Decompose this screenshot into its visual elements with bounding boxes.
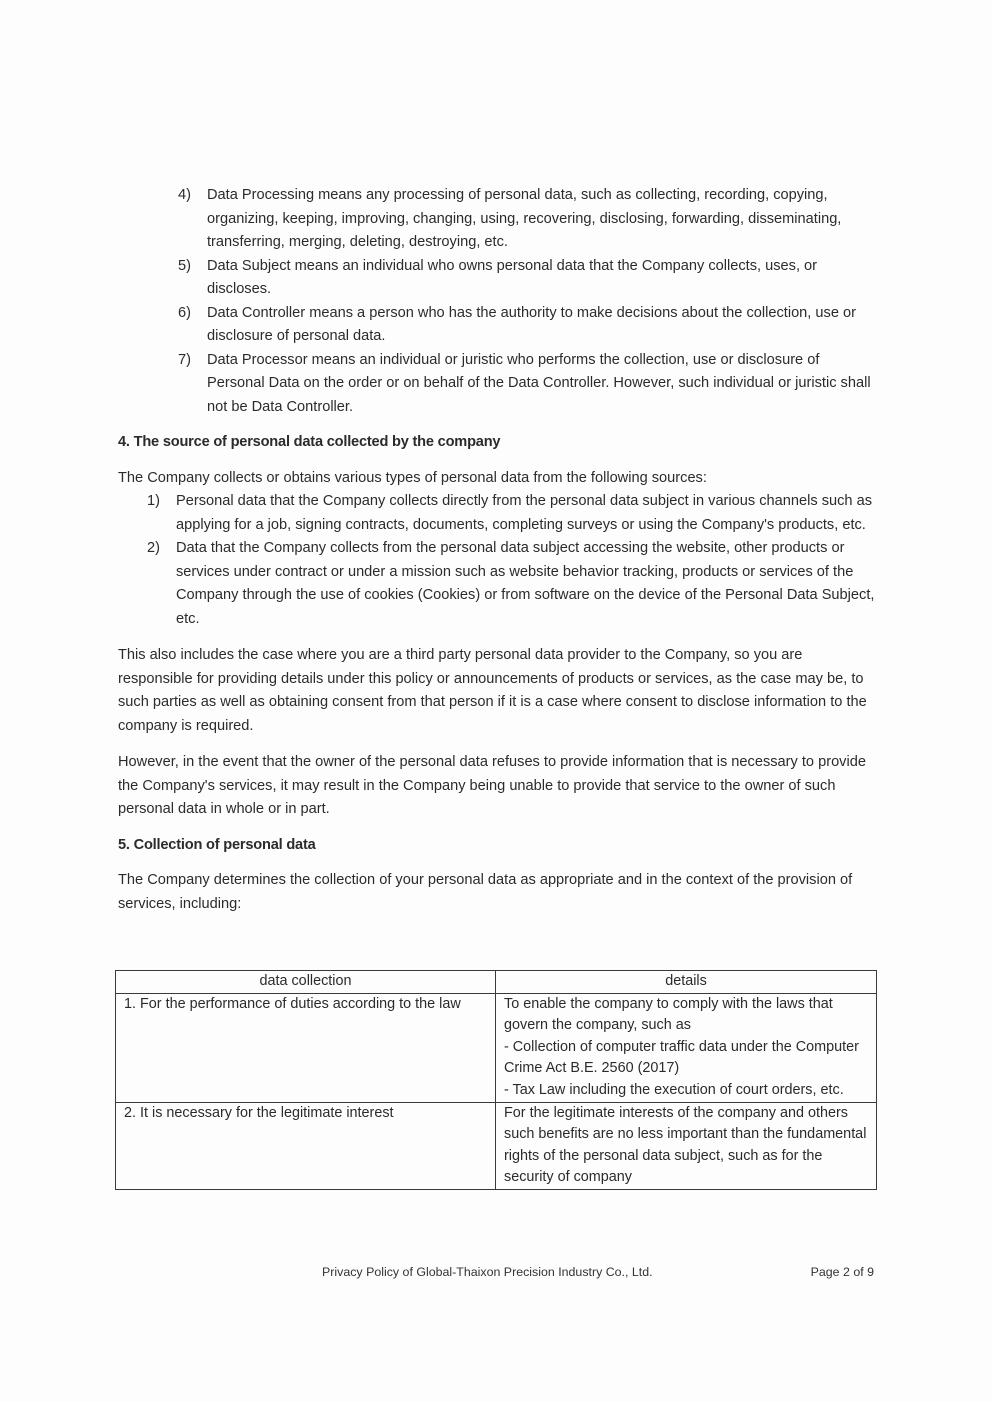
list-text: Data Processing means any processing of personal data, such as collecting, recording, copying, organizing, keeping, improving, changing, using, recovering, disclosing, forwarding, disseminating, transferring, merging, deleting, destroying, etc. bbox=[207, 187, 842, 250]
list-number: 5) bbox=[178, 257, 191, 274]
footer-title: Privacy Policy of Global-Thaixon Precision Industry Co., Ltd. bbox=[322, 1265, 653, 1279]
table-cell-collection: 1. For the performance of duties according to the law bbox=[116, 993, 496, 1102]
list-number: 7) bbox=[178, 351, 191, 368]
section-4-heading: 4. The source of personal data collected by the company bbox=[118, 434, 501, 450]
list-text: Data Controller means a person who has the authority to make decisions about the collection, use or disclosure of personal data. bbox=[207, 304, 856, 344]
detail-line: - Tax Law including the execution of court orders, etc. bbox=[504, 1081, 844, 1098]
section-4-intro: The Company collects or obtains various types of personal data from the following sources: bbox=[118, 469, 707, 486]
list-text: Data Processor means an individual or juristic who performs the collection, use or disclosure of Personal Data on the order or on behalf of the Data Controller. However, such individual or juristic shall not be Data Controller. bbox=[207, 351, 871, 415]
list-item bbox=[118, 537, 878, 631]
list-item bbox=[118, 349, 878, 420]
section-5-heading: 5. Collection of personal data bbox=[118, 836, 316, 853]
list-number: 6) bbox=[178, 304, 191, 321]
data-collection-table bbox=[115, 970, 877, 1190]
third-party-paragraph: This also includes the case where you are a third party personal data provider to the Company, so you are responsible for providing details under this policy or announcements of products or services, as the case may be, to such parties as well as obtaining consent from that person if it is a case where consent to disclose information to the company is required. bbox=[118, 647, 867, 734]
detail-line: For the legitimate interests of the company and others such benefits are no less important than the fundamental rights of the personal data subject, such as for the security of company bbox=[504, 1104, 867, 1186]
section-5-intro: The Company determines the collection of your personal data as appropriate and in the context of the provision of services, including: bbox=[118, 872, 853, 912]
list-number: 1) bbox=[147, 493, 160, 509]
table-row bbox=[116, 993, 877, 1102]
detail-line: - Collection of computer traffic data under the Computer Crime Act B.E. 2560 (2017) bbox=[504, 1038, 859, 1077]
sources-list bbox=[118, 490, 878, 631]
list-text: Data that the Company collects from the personal data subject accessing the website, other products or services under contract or under a mission such as website behavior tracking, products or services of the Company through the use of cookies (Cookies) or from software on the device of the Personal Data Subject, etc. bbox=[176, 540, 875, 627]
list-item bbox=[118, 490, 878, 537]
list-item bbox=[118, 302, 878, 349]
table-cell-details bbox=[496, 993, 877, 1102]
list-number: 4) bbox=[178, 187, 191, 203]
list-text: Data Subject means an individual who owns personal data that the Company collects, uses, or discloses. bbox=[207, 257, 818, 297]
column-header-data-collection: data collection bbox=[116, 971, 496, 994]
list-text: Personal data that the Company collects directly from the personal data subject in various channels such as applying for a job, signing contracts, documents, completing surveys or using the Company's products, etc. bbox=[176, 493, 873, 533]
page-number: Page 2 of 9 bbox=[810, 1265, 874, 1279]
table-cell-collection: 2. It is necessary for the legitimate interest bbox=[116, 1102, 496, 1189]
detail-line: To enable the company to comply with the laws that govern the company, such as bbox=[504, 995, 833, 1034]
list-item bbox=[118, 184, 878, 255]
column-header-details: details bbox=[496, 971, 877, 994]
refusal-paragraph: However, in the event that the owner of the personal data refuses to provide information that is necessary to provide the Company's services, it may result in the Company being unable to provide that service to the owner of such personal data in whole or in part. bbox=[118, 754, 866, 817]
page-content bbox=[118, 184, 878, 916]
definitions-list bbox=[118, 184, 878, 419]
table-header-row bbox=[116, 971, 877, 994]
list-number: 2) bbox=[147, 540, 160, 556]
table-cell-details bbox=[496, 1102, 877, 1189]
list-item bbox=[118, 255, 878, 302]
table-row bbox=[116, 1102, 877, 1189]
